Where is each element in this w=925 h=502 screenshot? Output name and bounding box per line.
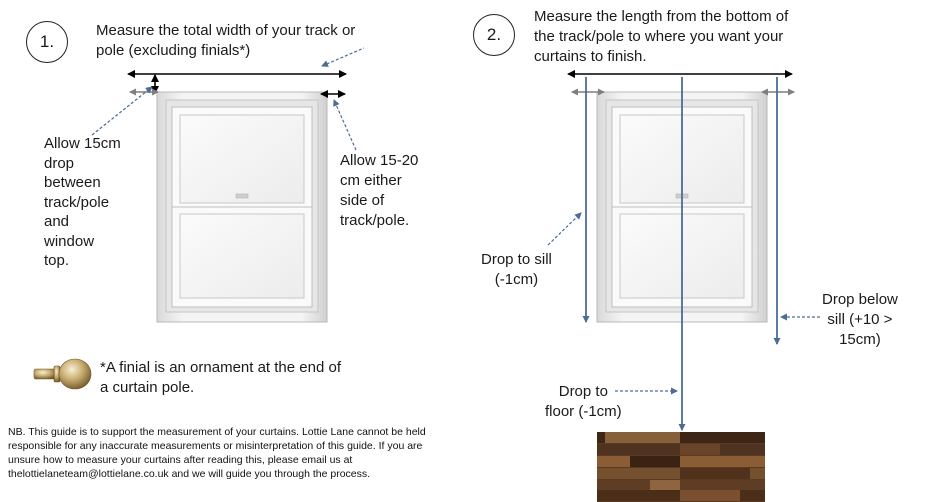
finial-note-line-2: a curtain pole. <box>100 379 195 396</box>
drop-sill-line-2: (-1cm) <box>494 271 539 288</box>
disclaimer-line-3: unsure how to measure your curtains after reading this, please email us at <box>8 454 353 466</box>
step-2-number: 2. <box>486 25 502 44</box>
allow-drop-line-4: track/pole <box>44 193 110 211</box>
drop-sill-line-1: Drop to sill <box>481 251 552 268</box>
step-2-instruction-line-1: Measure the length from the bottom of <box>534 8 789 25</box>
step-2-instruction-line-2: the track/pole to where you want your <box>534 28 784 45</box>
allow-drop-line-3: between <box>44 174 101 191</box>
step-1-number: 1. <box>39 32 55 51</box>
width-pointer <box>322 48 364 66</box>
disclaimer-line-4: thelottielaneteam@lottielane.co.uk and we will guide you through the process. <box>8 468 371 480</box>
drop-sill-pointer <box>548 213 581 245</box>
drop-below-sill-label <box>822 290 898 350</box>
disclaimer <box>8 425 426 481</box>
allow-side-line-2: cm either <box>340 172 402 189</box>
allow-side-label <box>340 151 418 231</box>
drop-to-floor-label <box>545 382 622 422</box>
allow-side-line-4: track/pole. <box>340 212 410 229</box>
drop-floor-line-1: Drop to <box>558 383 608 400</box>
allow-side-line-3: side of <box>340 192 385 209</box>
allow-drop-line-2: drop <box>44 154 75 172</box>
disclaimer-line-2: responsible for any inaccurate measurements or misinterpretation of this guide. If you are <box>8 440 423 452</box>
drop-below-line-2: sill (+10 > <box>827 311 893 328</box>
drop-below-line-1: Drop below <box>822 291 898 308</box>
step-2-instruction-line-3: curtains to finish. <box>534 48 647 65</box>
step-1-instruction-line-1: Measure the total width of your track or <box>96 22 356 39</box>
allow-drop-line-7: top. <box>44 252 70 269</box>
drop-to-sill-label <box>481 250 552 290</box>
finial-icon <box>34 359 91 389</box>
allow-drop-line-6: window <box>44 232 95 250</box>
allow-drop-line-1: Allow 15cm <box>44 135 121 152</box>
window-icon <box>157 92 327 322</box>
allow-drop-label <box>44 134 121 271</box>
allow-side-line-1: Allow 15-20 <box>340 152 419 169</box>
drop-floor-line-2: floor (-1cm) <box>545 403 622 420</box>
disclaimer-line-1: NB. This guide is to support the measurement of your curtains. Lottie Lane cannot be held <box>8 426 426 438</box>
wood-floor-icon <box>597 432 765 502</box>
step-1-instruction-line-2: pole (excluding finials*) <box>96 42 251 59</box>
side-pointer <box>334 100 356 150</box>
finial-note <box>100 358 341 398</box>
finial-note-line-1: *A finial is an ornament at the end of <box>100 359 341 376</box>
drop-gap-pointer <box>92 87 152 135</box>
allow-drop-line-5: and <box>44 213 70 230</box>
drop-below-line-3: 15cm) <box>839 331 881 348</box>
